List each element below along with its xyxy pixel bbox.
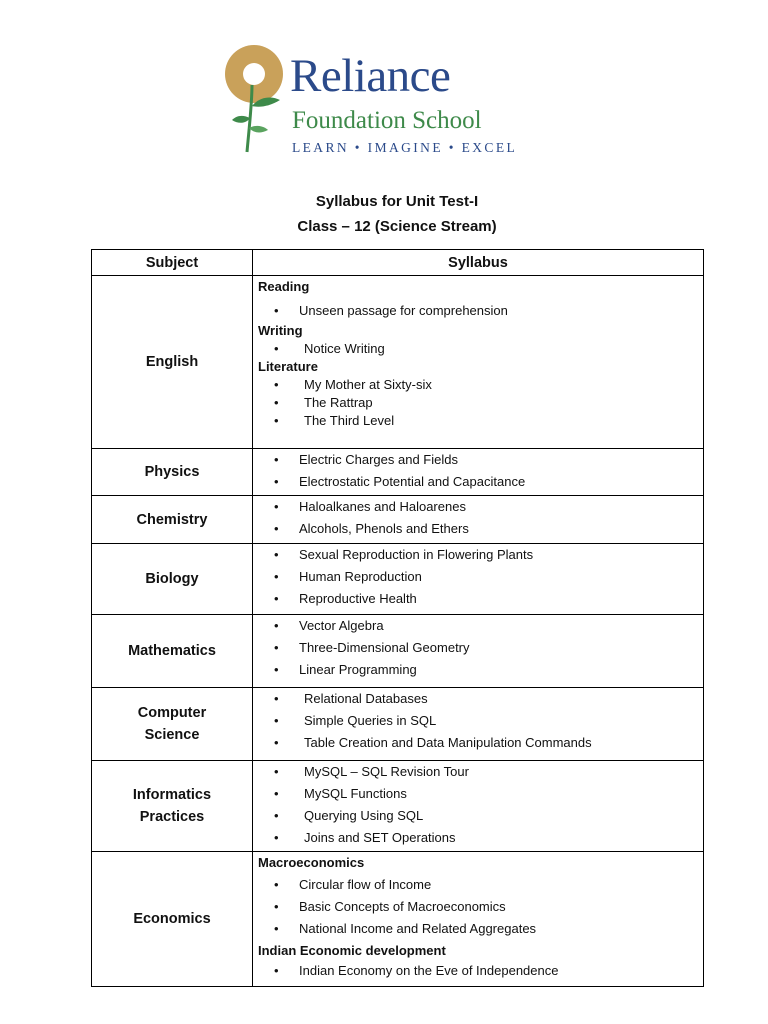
syllabus-cell: [253, 449, 704, 496]
topic-item: • My Mother at Sixty-six: [258, 376, 697, 394]
topic-item: • Notice Writing: [258, 340, 697, 358]
reliance-logo-icon: [222, 44, 288, 156]
section-heading: Reading: [258, 279, 310, 294]
table-header-row: [92, 250, 704, 276]
syllabus-table: [91, 249, 704, 987]
topic-item: • National Income and Related Aggregates: [258, 918, 697, 940]
document-subtitle: Class – 12 (Science Stream): [297, 218, 497, 235]
table-row-english: [92, 276, 704, 449]
document-title: Syllabus for Unit Test-I: [315, 193, 479, 210]
table-row-informatics-practices: [92, 761, 704, 852]
topic-list: [258, 300, 697, 322]
topic-list: [258, 615, 697, 681]
topic-item: • MySQL Functions: [258, 783, 697, 805]
subject-cell: Economics: [92, 852, 253, 987]
topic-item: • Basic Concepts of Macroeconomics: [258, 896, 697, 918]
topic-item: • Electric Charges and Fields: [258, 449, 697, 471]
logo-tagline: LEARN • IMAGINE • EXCEL: [292, 140, 518, 155]
topic-item: • Relational Databases: [258, 688, 697, 710]
topic-item: • The Third Level: [258, 412, 697, 430]
topic-item: • Alcohols, Phenols and Ethers: [258, 518, 697, 540]
topic-list: [258, 376, 697, 430]
syllabus-cell: [253, 688, 704, 761]
syllabus-cell: [253, 276, 704, 449]
topic-list: [258, 960, 697, 982]
table-row-economics: [92, 852, 704, 987]
table-row-computer-science: [92, 688, 704, 761]
table-row-mathematics: [92, 615, 704, 688]
section-heading: Macroeconomics: [258, 855, 365, 870]
subject-cell: English: [92, 276, 253, 449]
subject-column-header: Subject: [92, 250, 253, 276]
syllabus-cell: [253, 544, 704, 615]
subject-cell: Mathematics: [92, 615, 253, 688]
topic-item: • Haloalkanes and Haloarenes: [258, 496, 697, 518]
section-heading: Writing: [258, 323, 303, 338]
logo-wordmark: Reliance: [290, 50, 451, 102]
subject-label: Computer Science: [137, 705, 207, 743]
topic-item: • Circular flow of Income: [258, 874, 697, 896]
syllabus-cell: [253, 761, 704, 852]
topic-list: [258, 544, 697, 610]
school-logo: [222, 44, 522, 159]
subject-label: Informatics Practices: [132, 787, 212, 825]
syllabus-column-header: Syllabus: [253, 250, 704, 276]
topic-item: • Human Reproduction: [258, 566, 697, 588]
topic-list: [258, 449, 697, 493]
topic-list: [258, 496, 697, 540]
topic-item: • The Rattrap: [258, 394, 697, 412]
subject-cell: Physics: [92, 449, 253, 496]
syllabus-cell: [253, 852, 704, 987]
topic-item: • MySQL – SQL Revision Tour: [258, 761, 697, 783]
topic-item: • Reproductive Health: [258, 588, 697, 610]
topic-item: • Unseen passage for comprehension: [258, 300, 697, 322]
section-heading: Indian Economic development: [258, 943, 446, 958]
topic-list: [258, 874, 697, 940]
section-heading: Literature: [258, 359, 318, 374]
subject-cell: [92, 688, 253, 761]
subject-cell: Chemistry: [92, 496, 253, 544]
topic-item: • Three-Dimensional Geometry: [258, 637, 697, 659]
topic-item: • Joins and SET Operations: [258, 827, 697, 849]
topic-list: [258, 688, 697, 754]
subject-cell: Biology: [92, 544, 253, 615]
table-row-chemistry: [92, 496, 704, 544]
topic-item: • Vector Algebra: [258, 615, 697, 637]
topic-list: [258, 340, 697, 358]
table-row-biology: [92, 544, 704, 615]
topic-item: • Table Creation and Data Manipulation Commands: [258, 732, 697, 754]
table-row-physics: [92, 449, 704, 496]
subject-cell: [92, 761, 253, 852]
topic-item: • Linear Programming: [258, 659, 697, 681]
syllabus-cell: [253, 615, 704, 688]
syllabus-cell: [253, 496, 704, 544]
topic-list: [258, 761, 697, 849]
logo-subtitle: Foundation School: [292, 107, 482, 134]
topic-item: • Indian Economy on the Eve of Independence: [258, 960, 697, 982]
topic-item: • Sexual Reproduction in Flowering Plants: [258, 544, 697, 566]
topic-item: • Querying Using SQL: [258, 805, 697, 827]
topic-item: • Electrostatic Potential and Capacitance: [258, 471, 697, 493]
topic-item: • Simple Queries in SQL: [258, 710, 697, 732]
